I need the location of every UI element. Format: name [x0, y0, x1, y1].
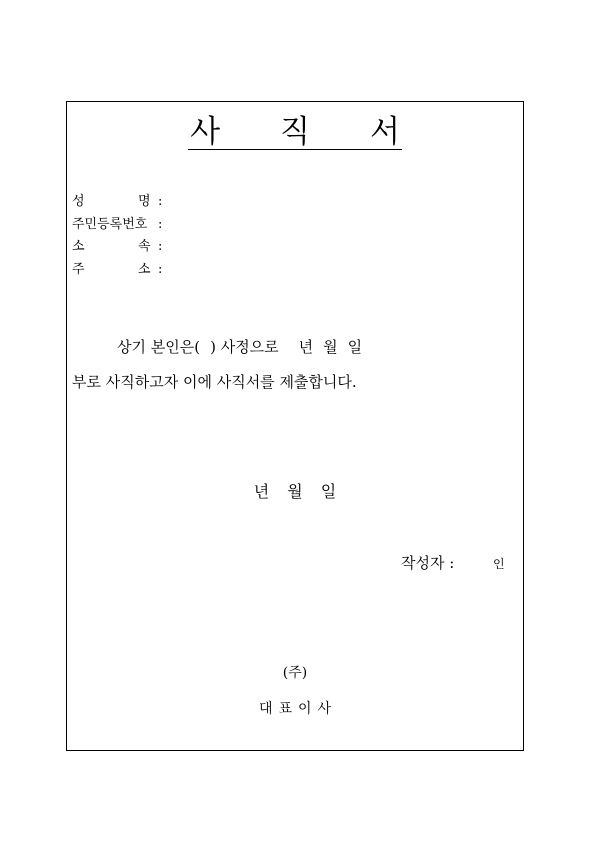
company-name: (주): [282, 665, 308, 681]
title-char-2: 직: [280, 114, 310, 150]
ceo-char-4: 사: [317, 701, 332, 717]
title-char-1: 사: [190, 114, 221, 150]
field-address-colon: :: [158, 261, 163, 277]
field-name-colon: :: [158, 194, 163, 209]
date-day: 일: [320, 482, 337, 501]
field-resident-number-colon: :: [158, 216, 163, 232]
body-line-1-year: 년: [298, 338, 314, 356]
body-line-2: 부로 사직하고자 이에 사직서를 제출합니다.: [72, 373, 357, 391]
field-address-label-a: 주: [72, 261, 85, 277]
date-month: 월: [287, 482, 303, 501]
body-line-1-day: 일: [347, 338, 363, 356]
body-line-1-month: 월: [323, 338, 338, 356]
title-char-3: 서: [369, 114, 400, 150]
author-label: 작성자 :: [401, 554, 455, 572]
field-name-label-a: 성: [72, 194, 85, 209]
ceo-char-3: 이: [298, 701, 312, 717]
document-title: [67, 113, 523, 151]
submission-date: [67, 479, 523, 502]
field-department-label-b: 속: [138, 239, 151, 254]
field-resident-number-label: 주민등록번호: [72, 216, 148, 232]
field-department-label-a: 소: [72, 239, 85, 254]
field-department-colon: :: [158, 239, 163, 254]
date-year: 년: [253, 482, 270, 501]
body-line-1-reason: ) 사정으로: [210, 338, 279, 356]
body-line-1: [117, 336, 362, 357]
resignation-form: [66, 101, 524, 751]
author-seal: 인: [493, 557, 505, 571]
field-name-label-b: 명: [138, 194, 151, 209]
ceo-char-1: 대: [258, 701, 273, 717]
body-line-1-start: 상기 본인은(: [117, 338, 201, 356]
ceo-char-2: 표: [278, 701, 292, 717]
ceo-title: [67, 698, 523, 718]
field-address-label-b: 소: [138, 261, 151, 277]
title-underline: [188, 115, 402, 150]
